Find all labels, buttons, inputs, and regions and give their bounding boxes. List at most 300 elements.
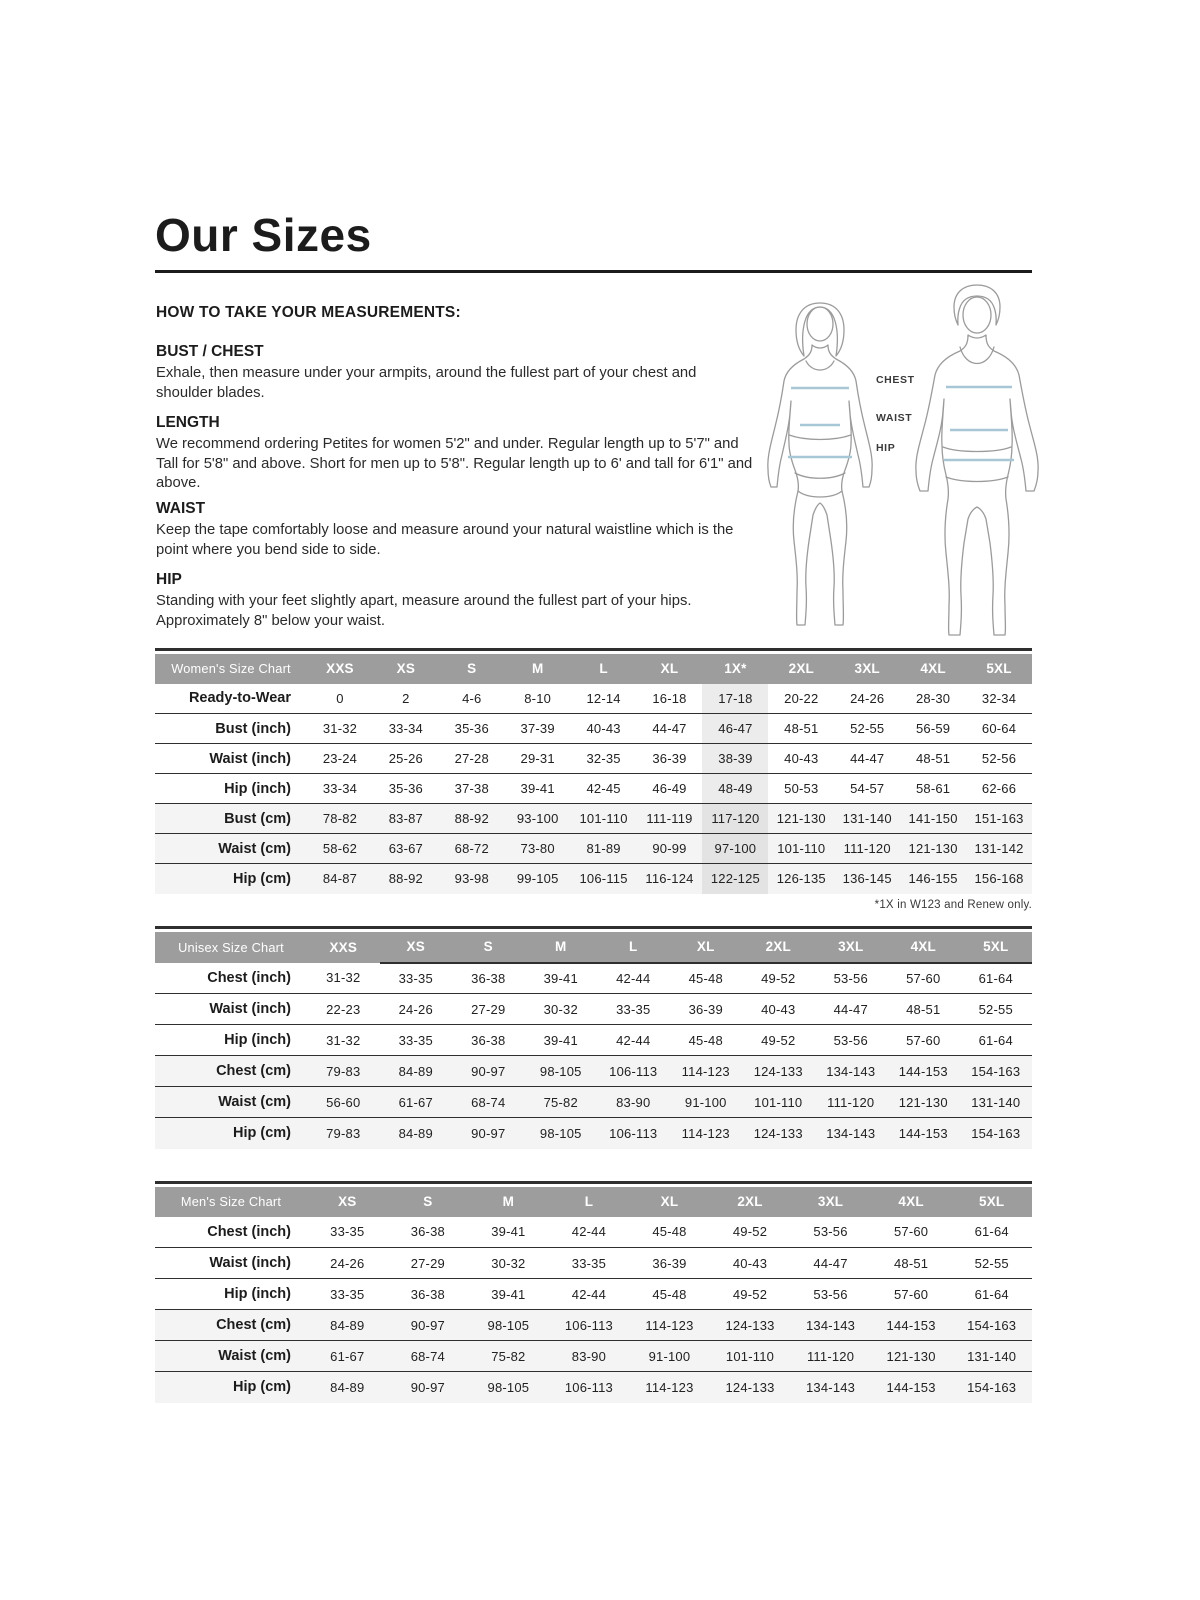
size-cell: 134-143 — [790, 1372, 871, 1403]
size-cell: 22-23 — [307, 994, 380, 1025]
size-cell: 106-113 — [549, 1372, 630, 1403]
size-cell: 60-64 — [966, 714, 1032, 744]
size-cell: 48-51 — [768, 714, 834, 744]
table-row — [155, 1279, 1032, 1310]
size-cell: 29-31 — [505, 744, 571, 774]
size-cell: 84-89 — [380, 1056, 453, 1087]
size-column-header: L — [549, 1187, 630, 1217]
size-cell: 20-22 — [784, 690, 819, 706]
size-cell: 52-55 — [834, 714, 900, 744]
size-cell: 121-130 — [871, 1341, 952, 1372]
womens-size-chart-section — [155, 648, 1032, 911]
size-cell: 45-48 — [652, 1224, 687, 1240]
female-bottom-hem — [798, 491, 842, 497]
size-cell: 144-153 — [887, 1056, 960, 1087]
size-column-header: 3XL — [815, 932, 888, 963]
size-cell: 24-26 — [307, 1248, 388, 1279]
size-column-header: 4XL — [900, 654, 966, 684]
size-cell: 75-82 — [525, 1087, 598, 1118]
size-cell: 46-49 — [637, 774, 703, 804]
table-row — [155, 834, 1032, 864]
size-cell: 84-89 — [380, 1118, 453, 1149]
size-cell: 134-143 — [790, 1310, 871, 1341]
female-bottom-waist — [795, 473, 845, 478]
row-label: Hip (inch) — [155, 774, 307, 804]
table-row — [155, 1341, 1032, 1372]
size-cell: 84-89 — [307, 1310, 388, 1341]
size-column-header: XS — [380, 932, 453, 963]
title-divider — [155, 270, 1032, 273]
size-cell: 156-168 — [966, 864, 1032, 894]
size-cell: 90-97 — [388, 1310, 469, 1341]
table-row — [155, 994, 1032, 1025]
table-top-rule — [155, 926, 1032, 929]
size-cell: 146-155 — [900, 864, 966, 894]
size-cell: 101-110 — [710, 1341, 791, 1372]
size-cell: 79-83 — [307, 1056, 380, 1087]
table-row — [155, 1248, 1032, 1279]
size-cell: 57-60 — [906, 970, 941, 986]
section-length — [156, 414, 756, 494]
table-top-rule — [155, 1181, 1032, 1184]
size-cell: 111-120 — [815, 1087, 888, 1118]
size-cell: 35-36 — [439, 714, 505, 744]
size-cell: 38-39 — [702, 744, 768, 774]
size-cell: 16-18 — [652, 690, 687, 706]
size-cell: 44-47 — [790, 1248, 871, 1279]
size-cell: 136-145 — [834, 864, 900, 894]
size-column-header: M — [468, 1187, 549, 1217]
table-row — [155, 1118, 1032, 1149]
size-cell: 40-43 — [710, 1248, 791, 1279]
table-row — [155, 1087, 1032, 1118]
size-cell: 33-35 — [330, 1224, 365, 1240]
size-cell: 28-30 — [915, 690, 951, 706]
womens-size-table — [155, 654, 1032, 894]
size-cell: 40-43 — [742, 994, 815, 1025]
size-cell: 36-39 — [629, 1248, 710, 1279]
size-cell: 53-56 — [813, 1224, 848, 1240]
measurements-heading: HOW TO TAKE YOUR MEASUREMENTS: — [156, 304, 461, 321]
size-column-header: 3XL — [834, 654, 900, 684]
size-cell: 101-110 — [571, 804, 637, 834]
size-cell: 134-143 — [815, 1118, 888, 1149]
size-cell: 131-142 — [966, 834, 1032, 864]
size-column-header: 2XL — [742, 932, 815, 963]
size-cell: 39-41 — [468, 1279, 549, 1310]
female-top-hem — [789, 435, 851, 440]
size-cell: 90-97 — [452, 1056, 525, 1087]
size-cell: 83-87 — [373, 804, 439, 834]
size-cell: 63-67 — [373, 834, 439, 864]
size-cell: 144-153 — [871, 1372, 952, 1403]
size-cell: 27-28 — [439, 744, 505, 774]
size-cell: 101-110 — [742, 1087, 815, 1118]
size-cell: 90-99 — [637, 834, 703, 864]
section-hip — [156, 571, 756, 631]
size-cell: 93-98 — [439, 864, 505, 894]
size-cell: 37-38 — [439, 774, 505, 804]
row-label: Chest (inch) — [207, 969, 291, 986]
size-cell: 35-36 — [373, 774, 439, 804]
size-cell: 27-29 — [452, 994, 525, 1025]
size-cell: 48-51 — [871, 1248, 952, 1279]
size-cell: 33-35 — [549, 1248, 630, 1279]
section-bust-chest — [156, 343, 756, 403]
female-top-neckline — [806, 361, 834, 370]
row-label: Waist (cm) — [155, 1341, 307, 1372]
size-cell: 36-38 — [410, 1224, 445, 1240]
size-cell: 24-26 — [850, 690, 885, 706]
table-row — [155, 804, 1032, 834]
size-cell: 40-43 — [571, 714, 637, 744]
size-cell: 57-60 — [893, 1224, 929, 1240]
size-cell: 79-83 — [307, 1118, 380, 1149]
size-cell: 56-59 — [900, 714, 966, 744]
table-top-rule — [155, 648, 1032, 651]
size-cell: 144-153 — [871, 1310, 952, 1341]
size-column-header: 5XL — [966, 654, 1032, 684]
table-row — [155, 864, 1032, 894]
size-cell: 37-39 — [505, 714, 571, 744]
size-cell: 121-130 — [768, 804, 834, 834]
row-label: Waist (inch) — [155, 994, 307, 1025]
size-cell: 61-64 — [960, 1025, 1033, 1056]
size-cell: 52-55 — [951, 1248, 1032, 1279]
table-title: Women's Size Chart — [155, 654, 307, 684]
table-row — [155, 1310, 1032, 1341]
size-cell: 40-43 — [768, 744, 834, 774]
size-cell: 116-124 — [637, 864, 703, 894]
unisex-size-table — [155, 932, 1032, 1149]
size-column-header: 5XL — [960, 932, 1033, 963]
size-cell: 111-120 — [834, 834, 900, 864]
size-cell: 68-74 — [388, 1341, 469, 1372]
size-cell: 106-113 — [597, 1056, 670, 1087]
size-cell: 93-100 — [505, 804, 571, 834]
table-row — [155, 774, 1032, 804]
size-cell: 88-92 — [439, 804, 505, 834]
size-cell: 27-29 — [388, 1248, 469, 1279]
size-column-header: L — [597, 932, 670, 963]
size-cell: 36-39 — [670, 994, 743, 1025]
size-cell: 101-110 — [768, 834, 834, 864]
section-body: We recommend ordering Petites for women 5'2" and under. Regular length up to 5'7" and Tall for 5'8" and above. Short for men up to 5'8". Regular length up to 6' and tall for 6'1" and above. — [156, 436, 753, 491]
size-cell: 2 — [402, 690, 410, 706]
size-cell: 36-39 — [637, 744, 703, 774]
size-column-header: L — [571, 654, 637, 684]
size-column-header: XL — [670, 932, 743, 963]
table-row — [155, 1056, 1032, 1087]
row-label: Bust (cm) — [155, 804, 307, 834]
table-row — [155, 744, 1032, 774]
size-cell: 58-62 — [307, 834, 373, 864]
size-cell: 49-52 — [710, 1279, 791, 1310]
size-column-header: XS — [373, 654, 439, 684]
size-cell: 97-100 — [702, 834, 768, 864]
size-cell: 39-41 — [543, 970, 578, 986]
section-heading: WAIST — [156, 500, 206, 517]
row-label: Ready-to-Wear — [188, 690, 291, 707]
size-column-header: M — [525, 932, 598, 963]
size-cell: 111-120 — [790, 1341, 871, 1372]
size-cell: 151-163 — [966, 804, 1032, 834]
size-cell: 98-105 — [468, 1372, 549, 1403]
size-cell: 42-44 — [571, 1224, 607, 1240]
size-cell: 53-56 — [790, 1279, 871, 1310]
size-cell: 99-105 — [505, 864, 571, 894]
size-cell: 39-41 — [505, 774, 571, 804]
size-cell: 32-35 — [571, 744, 637, 774]
size-cell: 58-61 — [900, 774, 966, 804]
section-body: Exhale, then measure under your armpits, around the fullest part of your chest and shoulder blades. — [156, 365, 697, 401]
size-column-header: S — [452, 932, 525, 963]
size-column-header: 5XL — [951, 1187, 1032, 1217]
size-cell: 126-135 — [768, 864, 834, 894]
section-heading: HIP — [156, 571, 182, 588]
size-cell: 33-35 — [398, 970, 433, 986]
size-cell: 124-133 — [710, 1310, 791, 1341]
size-cell: 48-51 — [900, 744, 966, 774]
size-cell: 46-47 — [702, 714, 768, 744]
row-label: Hip (inch) — [155, 1025, 307, 1056]
size-cell: 48-51 — [887, 994, 960, 1025]
size-cell: 36-38 — [388, 1279, 469, 1310]
size-cell: 8-10 — [524, 690, 552, 706]
size-cell: 36-38 — [452, 1025, 525, 1056]
female-face — [807, 307, 833, 341]
row-label: Chest (cm) — [155, 1310, 307, 1341]
size-cell: 32-34 — [981, 690, 1017, 706]
size-cell: 68-74 — [452, 1087, 525, 1118]
size-cell: 30-32 — [525, 994, 598, 1025]
section-heading: LENGTH — [156, 414, 220, 431]
size-cell: 24-26 — [380, 994, 453, 1025]
size-cell: 131-140 — [951, 1341, 1032, 1372]
size-cell: 117-120 — [702, 804, 768, 834]
hip-label: HIP — [876, 442, 896, 454]
body-silhouettes-image — [738, 283, 1058, 638]
size-cell: 131-140 — [960, 1087, 1033, 1118]
size-cell: 83-90 — [597, 1087, 670, 1118]
size-cell: 44-47 — [637, 714, 703, 744]
size-cell: 121-130 — [887, 1087, 960, 1118]
table-title: Men's Size Chart — [155, 1187, 307, 1217]
row-label: Hip (cm) — [155, 864, 307, 894]
mens-size-table — [155, 1187, 1032, 1403]
size-cell: 50-53 — [768, 774, 834, 804]
size-cell: 33-35 — [597, 994, 670, 1025]
size-cell: 78-82 — [307, 804, 373, 834]
table-row — [155, 684, 1032, 714]
section-body: Standing with your feet slightly apart, measure around the fullest part of your hips. Approximately 8" below your waist. — [156, 593, 692, 629]
unisex-size-chart-section — [155, 926, 1032, 1149]
size-cell: 106-113 — [597, 1118, 670, 1149]
size-cell: 4-6 — [462, 690, 482, 706]
size-cell: 114-123 — [670, 1118, 743, 1149]
male-face — [963, 297, 991, 333]
size-cell: 52-55 — [960, 994, 1033, 1025]
size-cell: 33-35 — [307, 1279, 388, 1310]
row-label: Hip (cm) — [155, 1372, 307, 1403]
measurement-figures-illustration — [738, 283, 1058, 638]
size-cell: 39-41 — [491, 1224, 526, 1240]
size-cell: 44-47 — [815, 994, 888, 1025]
section-body: Keep the tape comfortably loose and measure around your natural waistline which is the point where you bend side to side. — [156, 522, 734, 558]
size-cell: 53-56 — [833, 970, 868, 986]
size-cell: 91-100 — [670, 1087, 743, 1118]
size-cell: 56-60 — [307, 1087, 380, 1118]
size-cell: 23-24 — [307, 744, 373, 774]
row-label: Waist (inch) — [155, 744, 307, 774]
male-body — [916, 335, 1038, 635]
size-cell: 75-82 — [468, 1341, 549, 1372]
size-cell: 62-66 — [966, 774, 1032, 804]
male-hair — [954, 285, 1000, 325]
size-cell: 73-80 — [505, 834, 571, 864]
size-column-header: S — [388, 1187, 469, 1217]
chest-label: CHEST — [876, 374, 915, 386]
row-label: Waist (inch) — [155, 1248, 307, 1279]
size-cell: 84-89 — [307, 1372, 388, 1403]
size-cell: 98-105 — [468, 1310, 549, 1341]
size-cell: 45-48 — [670, 1025, 743, 1056]
size-cell: 154-163 — [960, 1118, 1033, 1149]
size-cell: 90-97 — [388, 1372, 469, 1403]
row-label: Chest (inch) — [207, 1223, 291, 1240]
size-cell: 134-143 — [815, 1056, 888, 1087]
size-cell: 42-44 — [549, 1279, 630, 1310]
size-cell: 25-26 — [373, 744, 439, 774]
size-cell: 68-72 — [439, 834, 505, 864]
size-cell: 114-123 — [629, 1310, 710, 1341]
size-cell: 31-32 — [307, 1025, 380, 1056]
size-column-header: XXS — [307, 654, 373, 684]
size-cell: 36-38 — [471, 970, 506, 986]
size-cell: 39-41 — [525, 1025, 598, 1056]
size-cell: 111-119 — [637, 804, 703, 834]
size-cell: 124-133 — [742, 1056, 815, 1087]
size-cell: 44-47 — [834, 744, 900, 774]
male-top-hem — [943, 447, 1011, 452]
size-cell: 61-67 — [380, 1087, 453, 1118]
size-cell: 45-48 — [688, 970, 723, 986]
size-cell: 106-115 — [571, 864, 637, 894]
table-row — [155, 714, 1032, 744]
size-cell: 49-52 — [761, 970, 796, 986]
size-column-header: 3XL — [790, 1187, 871, 1217]
size-cell: 154-163 — [951, 1310, 1032, 1341]
row-label: Bust (inch) — [155, 714, 307, 744]
size-cell: 114-123 — [629, 1372, 710, 1403]
size-cell: 61-67 — [307, 1341, 388, 1372]
size-cell: 57-60 — [871, 1279, 952, 1310]
waist-label: WAIST — [876, 412, 913, 424]
size-column-header: 4XL — [871, 1187, 952, 1217]
size-column-header: M — [505, 654, 571, 684]
size-cell: 61-64 — [951, 1279, 1032, 1310]
size-cell: 154-163 — [951, 1372, 1032, 1403]
size-cell: 42-45 — [571, 774, 637, 804]
size-cell: 88-92 — [373, 864, 439, 894]
size-column-header: 2XL — [768, 654, 834, 684]
size-cell: 31-32 — [307, 714, 373, 744]
size-cell: 114-123 — [670, 1056, 743, 1087]
size-cell: 124-133 — [742, 1118, 815, 1149]
size-cell: 84-87 — [307, 864, 373, 894]
size-cell: 30-32 — [468, 1248, 549, 1279]
size-column-header: 1X* — [702, 654, 768, 684]
size-cell: 106-113 — [549, 1310, 630, 1341]
size-cell: 17-18 — [702, 684, 768, 714]
table-row — [155, 1217, 1032, 1248]
section-waist — [156, 500, 756, 560]
size-cell: 131-140 — [834, 804, 900, 834]
row-label: Hip (inch) — [155, 1279, 307, 1310]
size-cell: 91-100 — [629, 1341, 710, 1372]
size-cell: 0 — [336, 690, 344, 706]
table-row — [155, 1025, 1032, 1056]
size-column-header: XL — [629, 1187, 710, 1217]
size-cell: 121-130 — [900, 834, 966, 864]
womens-footnote: *1X in W123 and Renew only. — [874, 898, 1032, 911]
section-heading: BUST / CHEST — [156, 343, 264, 360]
size-cell: 49-52 — [732, 1224, 768, 1240]
size-cell: 154-163 — [960, 1056, 1033, 1087]
size-cell: 12-14 — [586, 690, 621, 706]
table-row — [155, 963, 1032, 994]
table-row — [155, 1372, 1032, 1403]
row-label: Waist (cm) — [155, 834, 307, 864]
size-cell: 49-52 — [742, 1025, 815, 1056]
size-cell: 90-97 — [452, 1118, 525, 1149]
size-column-header: XL — [637, 654, 703, 684]
size-cell: 122-125 — [702, 864, 768, 894]
size-column-header: S — [439, 654, 505, 684]
size-cell: 144-153 — [887, 1118, 960, 1149]
male-top-neckline — [960, 347, 994, 364]
size-cell: 124-133 — [710, 1372, 791, 1403]
size-cell: 33-34 — [307, 774, 373, 804]
size-cell: 45-48 — [629, 1279, 710, 1310]
size-cell: 33-35 — [380, 1025, 453, 1056]
size-cell: 33-34 — [373, 714, 439, 744]
size-cell: 48-49 — [702, 774, 768, 804]
mens-size-chart-section — [155, 1181, 1032, 1403]
table-title: Unisex Size Chart — [155, 932, 307, 963]
size-cell: 98-105 — [525, 1118, 598, 1149]
size-cell: 83-90 — [549, 1341, 630, 1372]
size-cell: 52-56 — [966, 744, 1032, 774]
size-cell: 42-44 — [597, 1025, 670, 1056]
size-cell: 42-44 — [616, 970, 651, 986]
size-cell: 141-150 — [900, 804, 966, 834]
page-title: Our Sizes — [155, 209, 372, 261]
size-column-header: XXS — [307, 932, 380, 963]
row-label: Waist (cm) — [155, 1087, 307, 1118]
size-column-header: 2XL — [710, 1187, 791, 1217]
size-cell: 98-105 — [525, 1056, 598, 1087]
size-cell: 61-64 — [974, 1224, 1009, 1240]
size-cell: 31-32 — [326, 970, 361, 986]
size-cell: 57-60 — [887, 1025, 960, 1056]
size-cell: 61-64 — [978, 970, 1013, 986]
size-column-header: 4XL — [887, 932, 960, 963]
row-label: Chest (cm) — [155, 1056, 307, 1087]
size-cell: 54-57 — [834, 774, 900, 804]
row-label: Hip (cm) — [155, 1118, 307, 1149]
size-column-header: XS — [307, 1187, 388, 1217]
